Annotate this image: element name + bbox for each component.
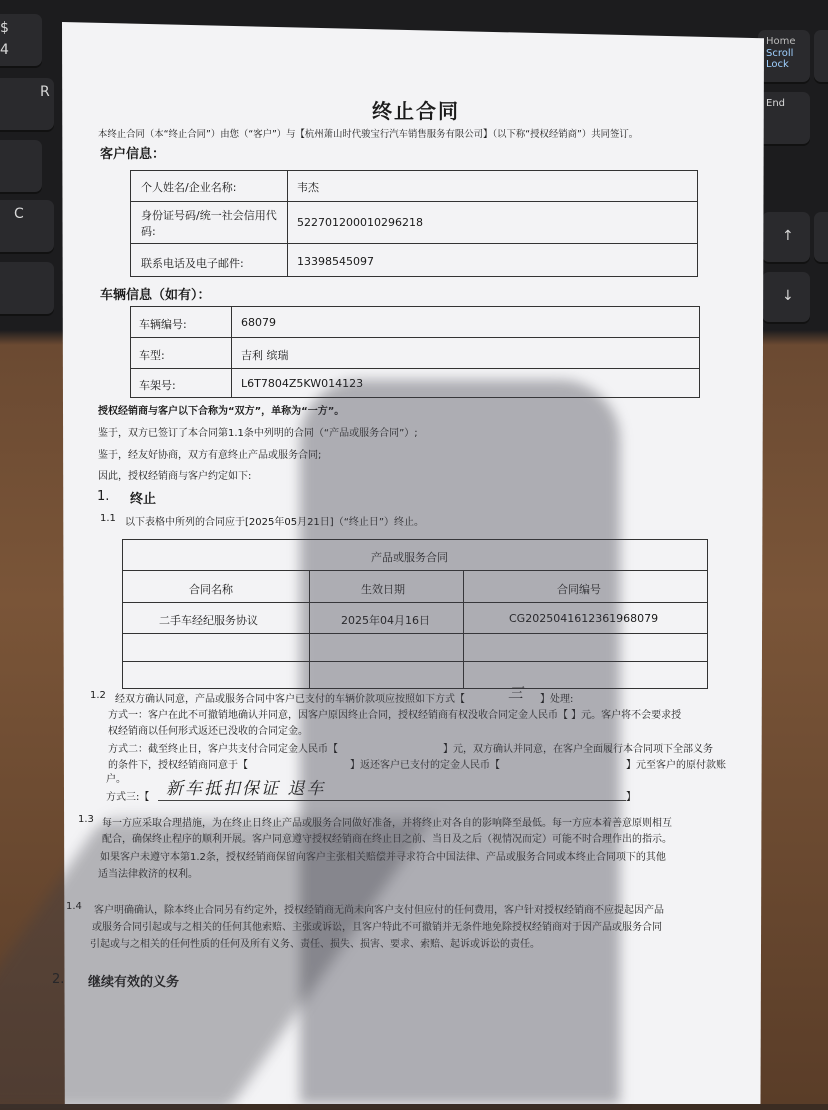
document-title: 终止合同 bbox=[372, 99, 460, 123]
keyboard-key: ↑ bbox=[762, 212, 810, 262]
section-title: 继续有效的义务 bbox=[88, 975, 180, 990]
clause-text: 】返还客户已支付的定金人民币【 bbox=[350, 760, 500, 771]
clause-text: 配合，确保终止程序的顺利开展。客户同意遵守授权经销商在终止日之前、当日及之后（视情况而定）可能不时合理作出的指示。 bbox=[102, 834, 672, 845]
customer-info-table bbox=[130, 170, 698, 277]
contract-cell: 2025年04月16日 bbox=[341, 614, 430, 627]
customer-value: 韦杰 bbox=[297, 181, 319, 194]
keyboard-key: C bbox=[0, 200, 54, 252]
whereas-clause: 鉴于，经友好协商，双方有意终止产品或服务合同; bbox=[98, 450, 322, 461]
clause-text: 客户明确确认，除本终止合同另有约定外，授权经销商无尚未向客户支付但应付的任何费用，客户针对授权经销商不应提起因产品 bbox=[94, 905, 664, 916]
clause-number: 1.4 bbox=[66, 901, 82, 912]
clause-text: 经双方确认同意，产品或服务合同中客户已支付的车辆价款项应按照如下方式【 bbox=[115, 694, 465, 705]
customer-value: 13398545097 bbox=[297, 255, 374, 268]
contract-cell: 二手车经纪服务协议 bbox=[159, 614, 258, 627]
clause-text: 适当法律救济的权利。 bbox=[98, 869, 198, 880]
customer-info-heading: 客户信息： bbox=[100, 147, 166, 162]
vehicle-value: 68079 bbox=[241, 316, 276, 329]
section-number: 2. bbox=[52, 972, 65, 987]
customer-label: 个人姓名/企业名称: bbox=[141, 181, 237, 194]
handwritten-choice: 三 bbox=[508, 684, 526, 702]
customer-label: 身份证号码/统一社会信用代码: bbox=[141, 209, 277, 238]
keyboard-key: End bbox=[758, 92, 810, 144]
contract-table-caption: 产品或服务合同 bbox=[371, 551, 448, 564]
handwritten-method-three: 新车抵扣保证 退车 bbox=[166, 779, 326, 799]
therefore-clause: 因此，授权经销商与客户约定如下: bbox=[98, 471, 252, 482]
contract-header: 生效日期 bbox=[361, 583, 405, 596]
vehicle-value: 吉利 缤瑞 bbox=[241, 349, 289, 362]
clause-text: 如果客户未遵守本第1.2条，授权经销商保留向客户主张相关赔偿并寻求符合中国法律、产品或服务合同或本终止合同项下的其他 bbox=[100, 852, 666, 863]
customer-value: 522701200010296218 bbox=[297, 216, 423, 229]
clause-text: 】 bbox=[626, 792, 636, 803]
clause-text: 的条件下，授权经销商同意于【 bbox=[108, 760, 248, 771]
clause-number: 1.1 bbox=[100, 513, 116, 524]
section-title: 终止 bbox=[130, 492, 157, 507]
clause-text: 】元，双方确认并同意，在客户全面履行本合同项下全部义务 bbox=[443, 744, 713, 755]
clause-text: 】处理: bbox=[540, 694, 574, 705]
clause-text: 权经销商以任何形式返还已没收的合同定金。 bbox=[108, 726, 308, 737]
clause-text: 方式二：截至终止日，客户共支付合同定金人民币【 bbox=[108, 744, 338, 755]
phone-shadow bbox=[300, 380, 620, 1104]
intro-paragraph: 本终止合同（本“终止合同”）由您（“客户”）与【杭州萧山时代骏宝行汽车销售服务有限公司】（以下称“授权经销商”）共同签订。 bbox=[98, 129, 639, 140]
keyboard-key: ↓ bbox=[762, 272, 810, 322]
clause-text: 】元至客户的原付款账 bbox=[626, 760, 726, 771]
vehicle-value: L6T7804Z5KW014123 bbox=[241, 377, 364, 390]
vehicle-label: 车辆编号: bbox=[139, 318, 187, 331]
parties-definition: 授权经销商与客户以下合称为“双方”，单称为“一方”。 bbox=[98, 406, 345, 417]
contract-header: 合同编号 bbox=[557, 583, 601, 596]
clause-text: 每一方应采取合理措施，为在终止日终止产品或服务合同做好准备，并将终止对各自的影响降至最低。每一方应本着善意原则相互 bbox=[102, 818, 672, 829]
section-number: 1. bbox=[97, 489, 110, 504]
clause-text: 户。 bbox=[106, 774, 126, 785]
vehicle-label: 车型: bbox=[139, 349, 165, 362]
vehicle-info-heading: 车辆信息（如有）： bbox=[100, 288, 211, 303]
clause-text: 以下表格中所列的合同应于[2025年05月21日]（“终止日”）终止。 bbox=[125, 517, 425, 528]
clause-text: 引起或与之相关的任何性质的任何及所有义务、责任、损失、损害、要求、索赔、起诉或诉讼的责任。 bbox=[90, 939, 540, 950]
customer-label: 联系电话及电子邮件: bbox=[141, 257, 244, 270]
whereas-clause: 鉴于，双方已签订了本合同第1.1条中列明的合同（“产品或服务合同”）; bbox=[98, 428, 418, 439]
clause-text: 方式一：客户在此不可撤销地确认并同意，因客户原因终止合同，授权经销商有权没收合同定金人民币【 】元。客户将不会要求授 bbox=[108, 710, 682, 721]
keyboard-key: Home Scroll Lock bbox=[758, 30, 810, 82]
clause-text: 方式三:【 bbox=[106, 792, 150, 803]
contract-header: 合同名称 bbox=[189, 583, 233, 596]
clause-number: 1.3 bbox=[78, 814, 94, 825]
clause-number: 1.2 bbox=[90, 690, 106, 701]
vehicle-label: 车架号: bbox=[139, 379, 176, 392]
keyboard-key: R bbox=[0, 78, 54, 130]
clause-text: 或服务合同引起或与之相关的任何其他索赔、主张或诉讼，且客户特此不可撤销并无条件地免除授权经销商对于因产品或服务合同 bbox=[92, 922, 662, 933]
keyboard-key: $ 4 bbox=[0, 14, 42, 66]
contract-cell: CG2025041612361968079 bbox=[509, 612, 659, 625]
